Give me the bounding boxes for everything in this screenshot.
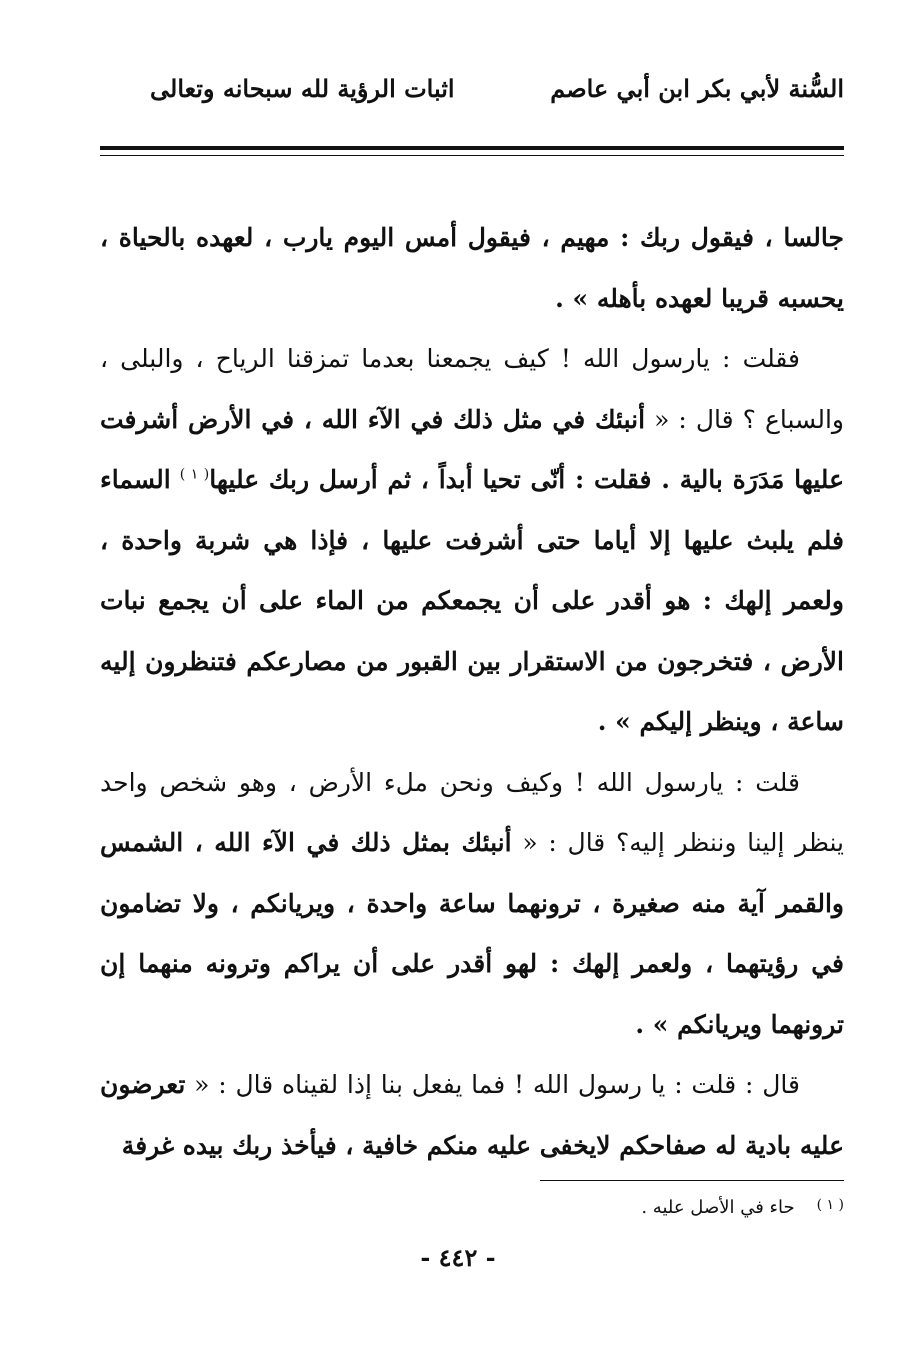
footnote-rule: [540, 1180, 844, 1181]
header-rule-thin: [100, 155, 844, 156]
page-header: [100, 74, 844, 114]
paragraph-2-narration: فقلت : يارسول الله ! كيف يجمعنا بعدما تمزقنا الرياح ، والبلى ، والسباع ؟ قال : «: [100, 344, 844, 434]
paragraph-4-narration: قال : قلت : يا رسول الله ! فما يفعل بنا إذا لقيناه قال : «: [194, 1070, 800, 1099]
paragraph-4: [100, 1055, 844, 1176]
footnote-number: ( ١ ): [816, 1197, 844, 1213]
header-rule-thick: [100, 146, 844, 150]
paragraph-2: [100, 329, 844, 753]
paragraph-4-hadith: تعرضون عليه بادية له صفاحكم لايخفى عليه منكم خافية ، فيأخذ ربك بيده غرفة: [100, 1070, 844, 1160]
paragraph-3-hadith: أنبئك بمثل ذلك في الآء الله ، الشمس والقمر آية منه صغيرة ، ترونهما ساعة واحدة ، ويريانكم ، ولا تضامون في رؤيتهما ، ولعمر إلهك : لهو أقدر على أن يراكم وترونه منهما إن ترونهما ويريانكم » .: [100, 828, 844, 1039]
paragraph-1: جالسا ، فيقول ربك : مهيم ، فيقول أمس اليوم يارب ، لعهده بالحياة ، يحسبه قريبا لعهده بأهله » .: [100, 223, 844, 313]
main-text: [100, 208, 844, 1176]
paragraph-2-hadith-a: أنبئك في مثل ذلك في الآء الله ، في الأرض أشرفت عليها مَدَرَة بالية . فقلت : أنّى تحيا أبداً ، ثم أرسل ربك عليها: [100, 404, 844, 494]
chapter-title: اثبات الرؤية لله سبحانه وتعالى: [150, 74, 455, 103]
page-number: - ٤٤٢ -: [420, 1243, 496, 1272]
paragraph-3: [100, 753, 844, 1056]
footnote-reference: ( ١ ): [179, 466, 210, 483]
footnote: [641, 1197, 844, 1218]
paragraph-3-narration: قلت : يارسول الله ! وكيف ونحن ملء الأرض ، وهو شخص واحد ينظر إلينا وننظر إليه؟ قال : «: [100, 767, 844, 857]
book-title: السُّنة لأبي بكر ابن أبي عاصم: [550, 74, 844, 103]
footnote-text: حاء في الأصل عليه .: [641, 1197, 795, 1218]
paragraph-2-hadith-b: السماء فلم يلبث عليها إلا أياما حتى أشرفت عليها ، فإذا هي شربة واحدة ، ولعمر إلهك : هو أقدر على أن يجمعكم من الماء على أن يجمع نبات الأرض ، فتخرجون من الاستقرار بين القبور من مصارعكم فتنظرون إليه ساعة ، وينظر إليكم » .: [100, 465, 844, 736]
